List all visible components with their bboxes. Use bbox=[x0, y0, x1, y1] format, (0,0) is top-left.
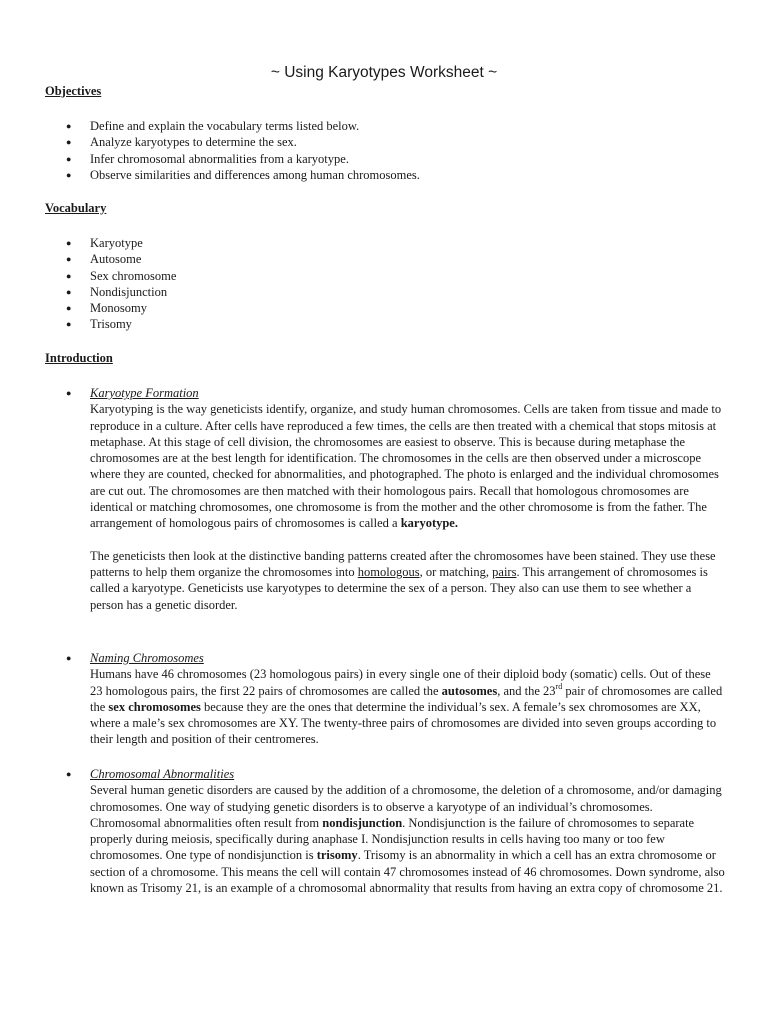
list-item: ● Analyze karyotypes to determine the sex. bbox=[66, 134, 420, 150]
list-item: ● Karyotype bbox=[66, 235, 176, 251]
vocabulary-heading: Vocabulary bbox=[45, 201, 107, 215]
list-item: ● Trisomy bbox=[66, 316, 176, 332]
objectives-list bbox=[66, 118, 420, 183]
bullet-icon: ● bbox=[66, 653, 72, 663]
vocabulary-list bbox=[66, 235, 176, 333]
list-item: ● Monosomy bbox=[66, 300, 176, 316]
list-item: ● Observe similarities and differences among human chromosomes. bbox=[66, 167, 420, 183]
karyotype-formation-title: Karyotype Formation bbox=[90, 386, 199, 400]
page-title: ~ Using Karyotypes Worksheet ~ bbox=[270, 64, 498, 81]
list-item: ● Infer chromosomal abnormalities from a karyotype. bbox=[66, 151, 420, 167]
list-item: ● Define and explain the vocabulary terms listed below. bbox=[66, 118, 420, 134]
banding-paragraph: The geneticists then look at the distinctive banding patterns created after the chromosomes have been stained. They use these patterns to help them organize the chromosomes into homologous, or matching, pairs. This arrangement of chromosomes is called a karyotype. Geneticists use karyotypes to determine the sex of a person. They also can use them to see whether a person has a genetic disorder. bbox=[90, 548, 716, 612]
list-item: ● Autosome bbox=[66, 251, 176, 267]
list-item: ● Sex chromosome bbox=[66, 268, 176, 284]
objectives-heading: Objectives bbox=[45, 84, 102, 98]
chromosomal-abnormalities-title: Chromosomal Abnormalities bbox=[90, 767, 235, 781]
chromosomal-abnormalities-paragraph: Several human genetic disorders are caused by the addition of a chromosome, the deletion of a chromosome, and/or damaging chromosomes. One way of studying genetic disorders is to observe a karyotype of an individual’s chromosomes. Chromosomal abnormalities often result from nondisjunction. Nondisjunction is the failure of chromosomes to separate properly during meiosis, specifically during anaphase I. Nondisjunction results in cells having too many or too few chromosomes. One type of nondisjunction is trisomy. Trisomy is an abnormality in which a cell has an extra chromosome or section of a chromosome. This means the cell will contain 47 chromosomes instead of 46 chromosomes. Down syndrome, also known as Trisomy 21, is an example of a chromosomal abnormality that results from having an extra copy of chromosome 21. bbox=[90, 783, 725, 896]
naming-chromosomes-title: Naming Chromosomes bbox=[90, 651, 204, 665]
bullet-icon: ● bbox=[66, 388, 72, 398]
naming-chromosomes-paragraph: Humans have 46 chromosomes (23 homologous pairs) in every single one of their diploid body (somatic) cells. Out of these 23 homologous pairs, the first 22 pairs of chromosomes are called the autosomes, and the 23rd pair of chromosomes are called the sex chromosomes because they are the ones that determine the individual’s sex. A female’s sex chromosomes are XX, where a male’s sex chromosomes are XY. The twenty-three pairs of chromosomes are divided into seven groups according to their length and position of their centromeres. bbox=[90, 667, 723, 747]
bullet-icon: ● bbox=[66, 769, 72, 779]
naming-chromosomes-section bbox=[66, 650, 726, 748]
karyotype-formation-section bbox=[66, 385, 726, 613]
chromosomal-abnormalities-section bbox=[66, 766, 726, 896]
karyotype-formation-paragraph: Karyotyping is the way geneticists identify, organize, and study human chromosomes. Cells are taken from tissue and made to reproduce in a culture. After cells have reproduced a few times, the cells are then treated with a chemical that stops mitosis at metaphase. At this stage of cell division, the chromosomes are easiest to observe. This is because during metaphase the chromosomes are at the best length for identification. The chromosomes in the cells are then observed under a microscope where they are counted, checked for abnormalities, and photographed. The photo is enlarged and the individual chromosomes are cut out. The chromosomes are then matched with their homologous pairs. Recall that homologous chromosomes are identical or matching chromosomes, one chromosome is from the mother and the other chromosome is from the father. The arrangement of homologous pairs of chromosomes is called a karyotype. bbox=[90, 402, 722, 531]
introduction-heading: Introduction bbox=[45, 351, 113, 365]
list-item: ● Nondisjunction bbox=[66, 284, 176, 300]
